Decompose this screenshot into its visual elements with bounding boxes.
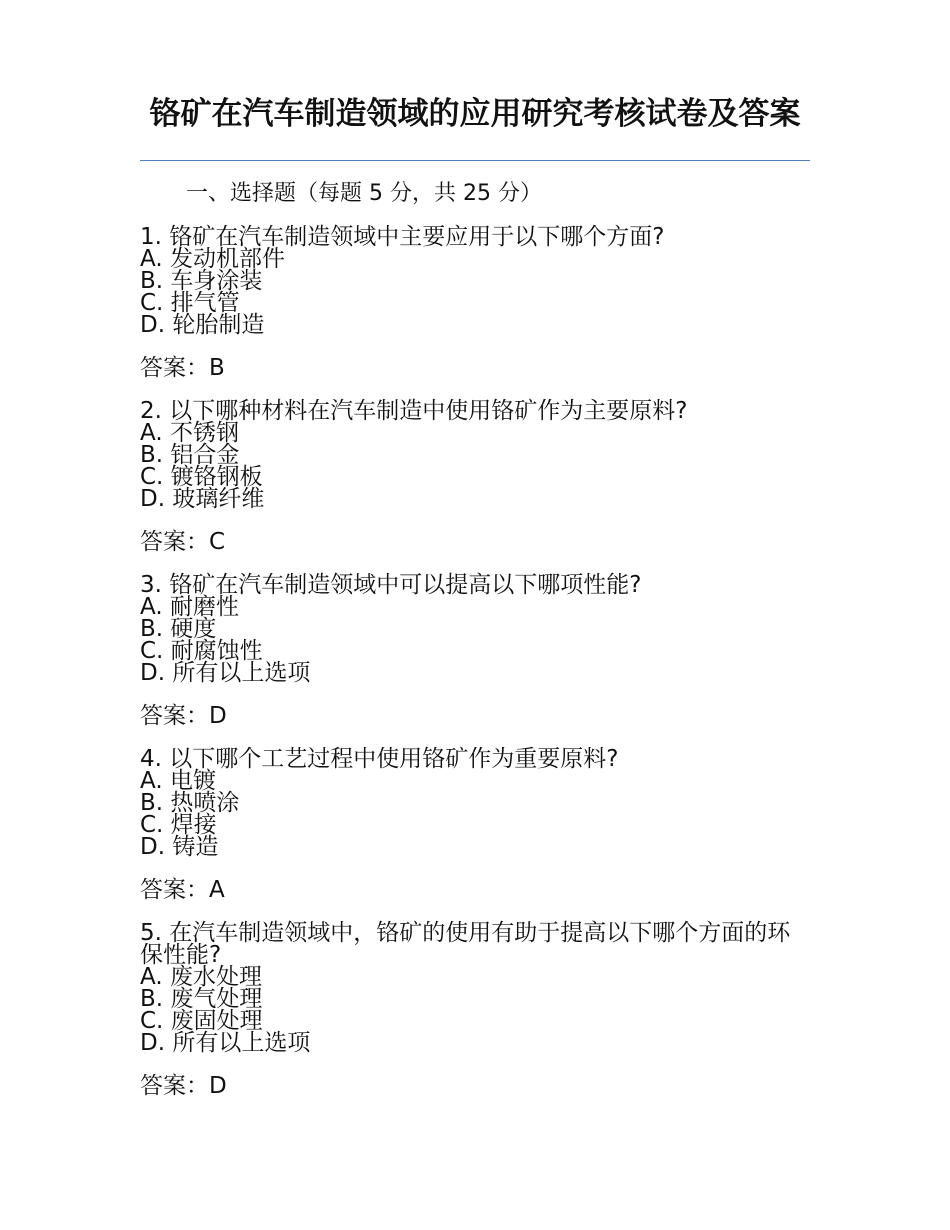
option-b: B. 硬度 xyxy=(140,616,217,642)
question-1 xyxy=(140,226,820,336)
option-d: D. 所有以上选项 xyxy=(140,1030,311,1056)
option-b: B. 热喷涂 xyxy=(140,790,240,816)
section-heading: 一、选择题（每题 5 分，共 25 分） xyxy=(186,181,542,206)
option-d: D. 玻璃纤维 xyxy=(140,486,265,512)
question-2 xyxy=(140,400,820,510)
option-d: D. 轮胎制造 xyxy=(140,312,265,338)
option-c: C. 废固处理 xyxy=(140,1008,263,1034)
question-stem: 4. 以下哪个工艺过程中使用铬矿作为重要原料? xyxy=(140,746,619,772)
question-4 xyxy=(140,748,820,858)
option-b: B. 铝合金 xyxy=(140,442,240,468)
question-stem: 3. 铬矿在汽车制造领域中可以提高以下哪项性能? xyxy=(140,572,642,598)
option-d: D. 所有以上选项 xyxy=(140,660,311,686)
question-stem: 2. 以下哪种材料在汽车制造中使用铬矿作为主要原料? xyxy=(140,398,688,424)
option-a: A. 不锈钢 xyxy=(140,420,239,446)
option-c: C. 焊接 xyxy=(140,812,217,838)
answer-1: 答案：B xyxy=(140,355,225,381)
answer-2: 答案：C xyxy=(140,529,226,555)
option-b: B. 废气处理 xyxy=(140,986,263,1012)
question-3 xyxy=(140,574,820,684)
answer-4: 答案：A xyxy=(140,877,225,903)
option-c: C. 镀铬钢板 xyxy=(140,464,263,490)
option-a: A. 废水处理 xyxy=(140,964,262,990)
option-b: B. 车身涂装 xyxy=(140,268,263,294)
question-5 xyxy=(140,922,800,1054)
option-d: D. 铸造 xyxy=(140,834,219,860)
option-a: A. 发动机部件 xyxy=(140,246,285,272)
option-a: A. 电镀 xyxy=(140,768,216,794)
option-a: A. 耐磨性 xyxy=(140,594,239,620)
document-title: 铬矿在汽车制造领域的应用研究考核试卷及答案 xyxy=(149,96,801,132)
answer-5: 答案：D xyxy=(140,1073,227,1099)
option-c: C. 耐腐蚀性 xyxy=(140,638,263,664)
title-divider xyxy=(140,160,810,161)
question-stem: 1. 铬矿在汽车制造领域中主要应用于以下哪个方面? xyxy=(140,224,665,250)
question-stem: 5. 在汽车制造领域中，铬矿的使用有助于提高以下哪个方面的环保性能? xyxy=(140,920,791,968)
option-c: C. 排气管 xyxy=(140,290,240,316)
answer-3: 答案：D xyxy=(140,703,227,729)
